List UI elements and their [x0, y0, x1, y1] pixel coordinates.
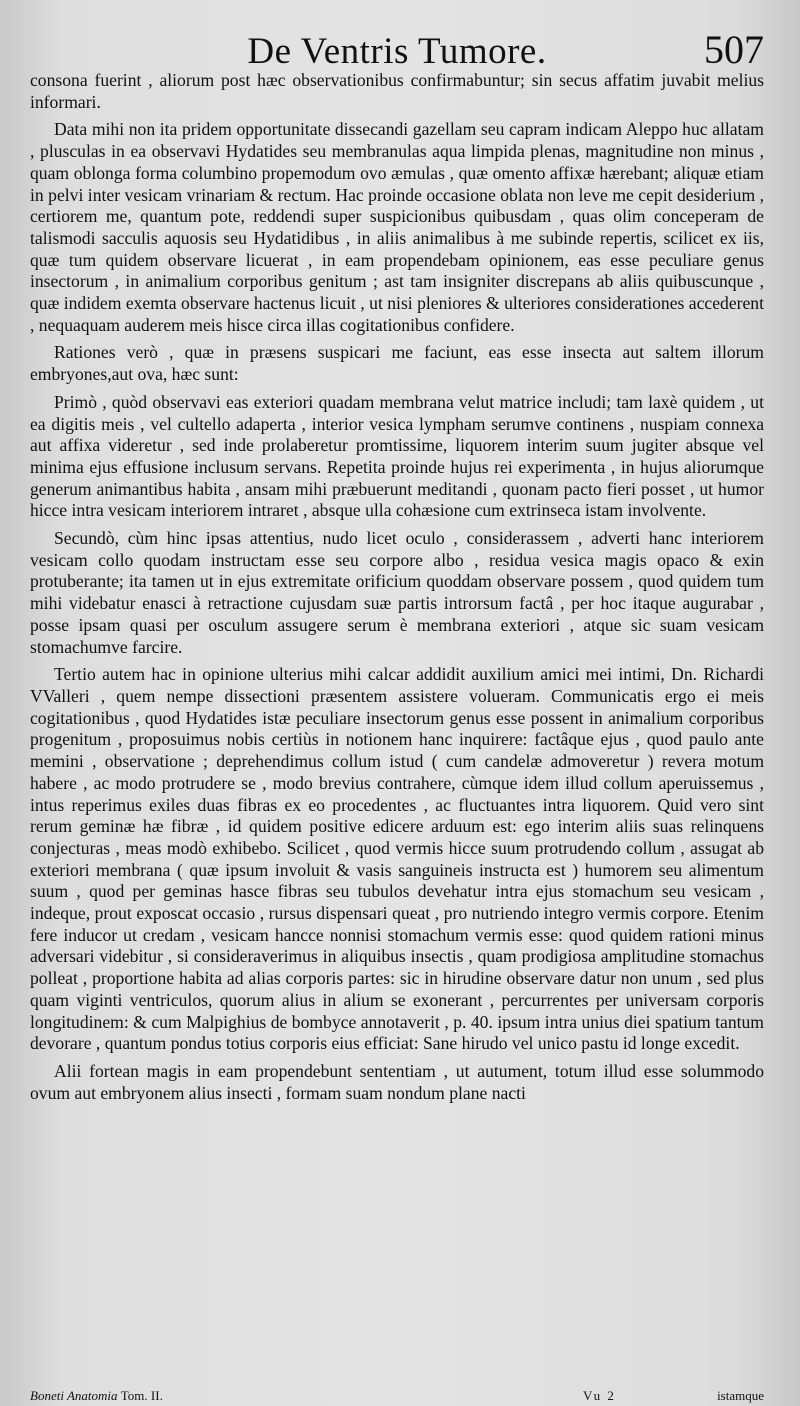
footer-volume: Tom. II. [120, 1388, 163, 1403]
catchword: istamque [717, 1388, 764, 1403]
page-footer [30, 1388, 764, 1404]
paragraph-rationes: Rationes verò , quæ in præsens suspicari me faciunt, eas esse insecta aut saltem illorum embryones,aut ova, hæc sunt: [30, 342, 764, 385]
paragraph-continuation: consona fuerint , aliorum post hæc observationibus confirmabuntur; sin secus affatim juvabit melius informari. [30, 70, 764, 112]
footer-book-title: Boneti Anatomia [30, 1388, 118, 1403]
paragraph-tertio: Tertio autem hac in opinione ulterius mihi calcar addidit auxilium amici mei intimi, Dn. Richardi VValleri , quem nempe dissectioni præsentem assistere volueram. Communicatis ergo ei meis cogitationibus , quod Hydatides istæ peculiare insectorum genus esse possent in animalium corporibus progenitum , proposuimus nobis certiùs in notionem hanc inquirere: factâque ejus , quod paulo ante memini , observatione ; deprehendimus collum istud ( cum candelæ admoveretur ) revera motum habere , ac modo protrudere se , modo brevius contrahere, cùmque idem illud collum aperuissemus , intus reperimus exiles duas fibras ex eo procedentes , ac fluctuantes intra liquorem. Quid vero sint rerum geminæ hæ fibræ , id quidem positive edicere arduum est: ego interim aliis suas relinquens conjecturas , meas modò exhibebo. Scilicet , quod vermis hicce suum protrudendo collum , assugat ab exteriori membrana ( quæ ipsum involuit & vasis sanguineis instructa est ) humorem seu alimentum suum , quod per geminas hasce fibras seu tubulos devehatur intra ejus stomachum seu vesicam , indeque, prout exposcat occasio , rursus dispensari queat , pro nutriendo integro vermis corpore. Etenim fere inducor ut credam , vesicam hancce nonnisi stomachum vermis esse: quod quidem rationi minus adversari videbitur , si consideraverimus in aliquibus insectis , quam prodigiosa amplitudine stomachus polleat , proportione habita ad alias corporis partes: sic in hirudine observare datur non unum , sed plus quam viginti ventriculos, quorum alius in alium se exonerant , percurrentes per universam corporis longitudinem: & cum Malpighius de bombyce annotaverit , p. 40. ipsum intra unius diei spatium tantum devorare , quantum pondus totius corporis eius efficiat: Sane hirudo vel unico pastu id longe excedit. [30, 664, 764, 1054]
paragraph-gazella: Data mihi non ita pridem opportunitate dissecandi gazellam seu capram indicam Aleppo huc allatam , plusculas in ea observavi Hydatides seu membranulas aqua limpida plenas, magnitudine non minus , quam oblonga forma columbino propemodum ovo æmulas , quæ omento affixæ hærebant; aliquæ etiam in pelvi inter vesicam vrinariam & rectum. Hac proinde occasione oblata non leve me cepit desiderium , certiorem me, quantum pote, reddendi super suspicionibus quibusdam , quas olim conceperam de talismodi sacculis aquosis seu Hydatidibus , in aliis animalibus à me subinde repertis, scilicet ex iis, quæ tum quidem observare licuerat , in eam propendebam opinionem, eas esse peculiare genus insectorum , in animalium corporibus genitum ; ast tam insigniter discrepans ab aliis quibuscunque , quæ indidem exemta observare hactenus licuit , ut nisi pleniores & ulteriores considerationes accederent , nequaquam auderem meis hisce circa illas cogitationibus confidere. [30, 119, 764, 335]
signature-mark: Vu 2 [583, 1388, 616, 1403]
running-title: De Ventris Tumore. [247, 31, 547, 72]
page-header [30, 18, 764, 70]
body-text [30, 70, 764, 1104]
footer-book-info [30, 1388, 163, 1404]
paragraph-alii: Alii fortean magis in eam propendebunt sententiam , ut autument, totum illud esse solummodo ovum aut embryonem alius insecti , formam suam nondum plane nacti [30, 1060, 764, 1103]
paragraph-primo: Primò , quòd observavi eas exteriori quadam membrana velut matrice includi; tam laxè quidem , ut ea digitis meis , vel cultello adaperta , interior vesica lympham serumve continens , nuspiam connexa aut affixa videretur , sed inde prolaberetur promtissime, liquorem interim suum jugiter absque vel minima ejus effusione inclusum servans. Repetita proinde hujus rei experimenta , in hujus aliorumque generum animantibus habita , ansam mihi præbuerunt meditandi , quonam pacto fieri posset , ut humor hicce intra vesicam interiorem intraret , absque ulla cohæsione cum extrinseca istam involvente. [30, 391, 764, 521]
paragraph-secundo: Secundò, cùm hinc ipsas attentius, nudo licet oculo , considerassem , adverti hanc interiorem vesicam collo quodam instructam esse seu corpore albo , residua vesica magis opaco & exin protuberante; ita tamen ut in ejus extremitate orificium quoddam observare possem , quod quidem tum mihi videbatur enasci à retractione cujusdam suæ partis introrsum factâ , per hoc itaque augurabar , posse ipsam quasi per osculum assugere serum è membrana exteriori , atque sic suam vesicam stomachumve farcire. [30, 528, 764, 657]
page-number: 507 [704, 27, 764, 72]
